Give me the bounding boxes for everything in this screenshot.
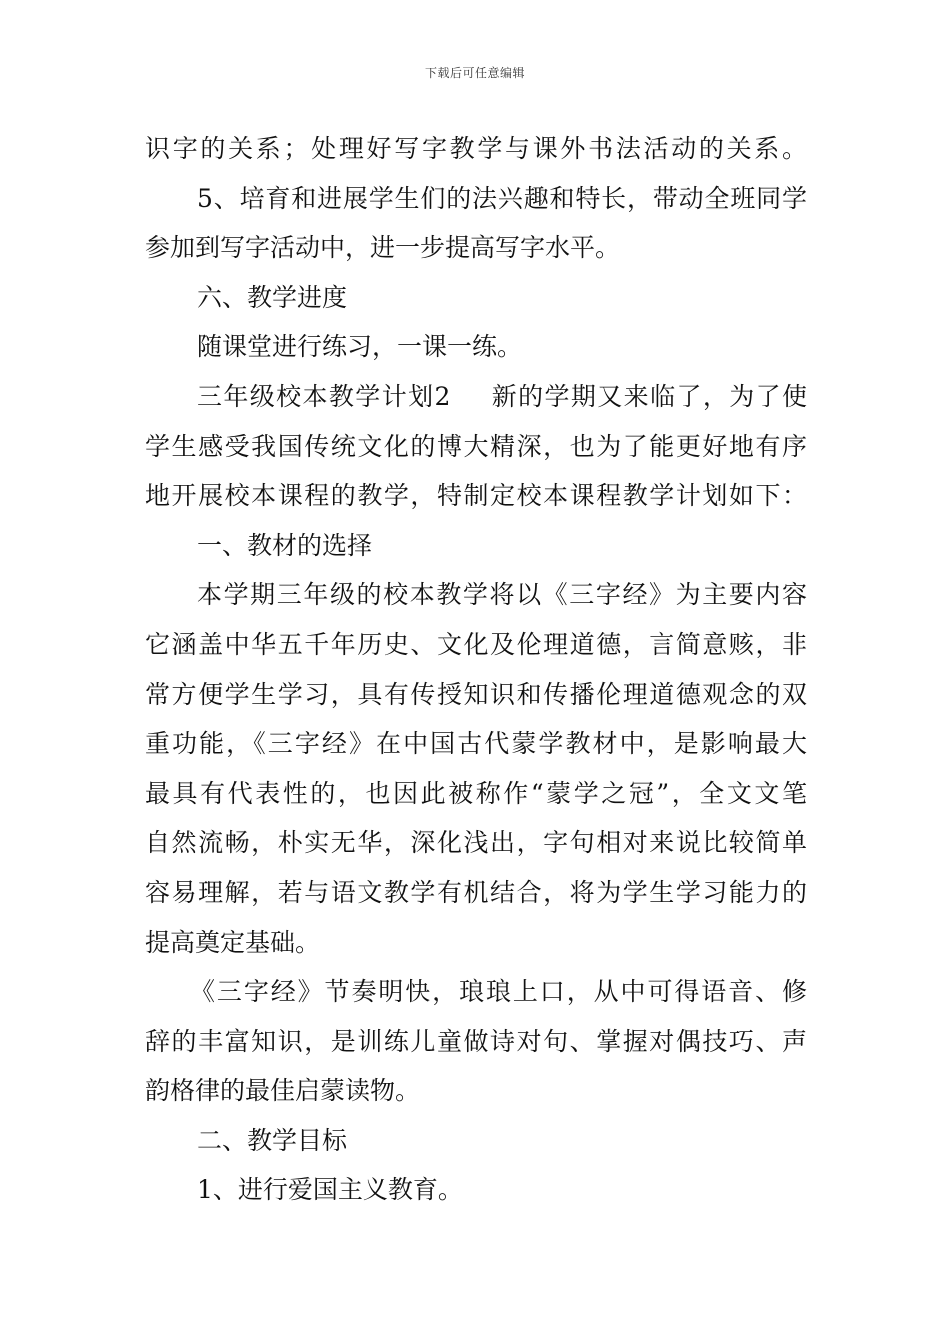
text-line: 自然流畅，朴实无华，深化浅出，字句相对来说比较简单 [145, 828, 807, 858]
text-line: 新的学期又来临了，为了使 [490, 381, 807, 411]
text-line: 重功能，《三字经》在中国古代蒙学教材中，是影响最大 [145, 729, 807, 759]
text-line: 学生感受我国传统文化的博大精深，也为了能更好地有序 [145, 431, 807, 461]
text-line: 随课堂进行练习，一课一练。 [197, 332, 523, 362]
text-line: 参加到写字活动中，进一步提高写字水平。 [145, 233, 621, 263]
text-line: 1、进行爱国主义教育。 [197, 1175, 463, 1205]
text-line: 5、培育和进展学生们的法兴趣和特长，带动全班同学 [197, 183, 807, 213]
plan-title: 三年级校本教学计划2 [197, 381, 451, 411]
text-line: 本学期三年级的校本教学将以《三字经》为主要内容 [197, 580, 807, 610]
text-line: 容易理解，若与语文教学有机结合，将为学生学习能力的 [145, 877, 807, 907]
text-line: 它涵盖中华五千年历史、文化及伦理道德，言简意赅，非 [145, 629, 807, 659]
plan-title-line [145, 372, 807, 422]
section-heading: 二、教学目标 [197, 1125, 348, 1155]
text-line: 常方便学生学习，具有传授知识和传播伦理道德观念的双 [145, 679, 807, 709]
section-heading: 一、教材的选择 [197, 530, 373, 560]
text-line: 辞的丰富知识，是训练儿童做诗对句、掌握对偶技巧、声 [145, 1026, 807, 1056]
text-line: 提高奠定基础。 [145, 927, 321, 957]
document-body [145, 124, 807, 1215]
text-line: 《三字经》节奏明快，琅琅上口，从中可得语音、修 [190, 977, 807, 1007]
text-line: 地开展校本课程的教学，特制定校本课程教学计划如下： [145, 481, 807, 511]
section-heading: 六、教学进度 [197, 282, 348, 312]
text-line: 识字的关系；处理好写字教学与课外书法活动的关系。 [145, 134, 807, 163]
page-header: 下载后可任意编辑 [424, 66, 525, 80]
text-line: 最具有代表性的，也因此被称作“蒙学之冠”，全文文笔 [145, 778, 807, 808]
text-line: 韵格律的最佳启蒙读物。 [145, 1076, 421, 1106]
